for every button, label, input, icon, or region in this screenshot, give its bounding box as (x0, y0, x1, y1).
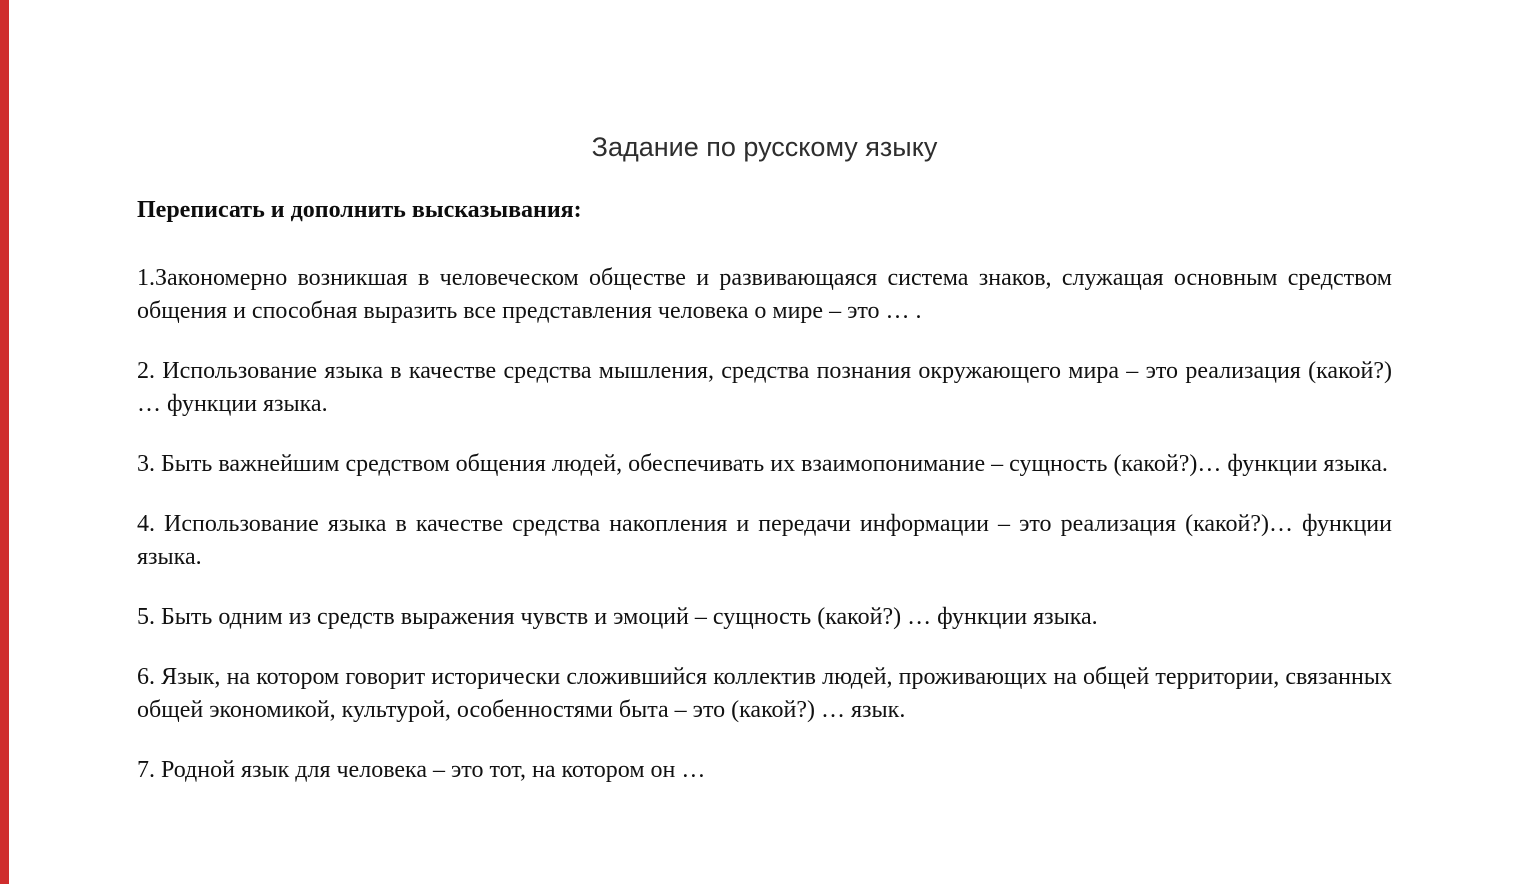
task-item-4: 4. Использование языка в качестве средства накопления и передачи информации – это реализация (какой?)… функции языка. (137, 511, 1392, 570)
task-item-1: 1.Закономерно возникшая в человеческом обществе и развивающаяся система знаков, служащая основным средством общения и способная выразить все представления человека о мире – это … . (137, 265, 1392, 324)
task-item-7: 7. Родной язык для человека – это тот, на котором он … (137, 757, 706, 783)
task-item-6: 6. Язык, на котором говорит исторически сложившийся коллектив людей, проживающих на общей территории, связанных общей экономикой, культурой, особенностями быта – это (какой?) … язык. (137, 664, 1392, 723)
left-edge-strip (0, 0, 9, 884)
task-item-5: 5. Быть одним из средств выражения чувств и эмоций – сущность (какой?) … функции языка. (137, 604, 1098, 630)
task-item-3: 3. Быть важнейшим средством общения людей, обеспечивать их взаимопонимание – сущность (какой?)… функции языка. (137, 451, 1388, 477)
document-page (137, 0, 1392, 787)
page-title: Задание по русскому языку (591, 132, 938, 162)
task-item-2: 2. Использование языка в качестве средства мышления, средства познания окружающего мира – это реализация (какой?) … функции языка. (137, 358, 1392, 417)
task-heading: Переписать и дополнить высказывания: (137, 197, 582, 223)
